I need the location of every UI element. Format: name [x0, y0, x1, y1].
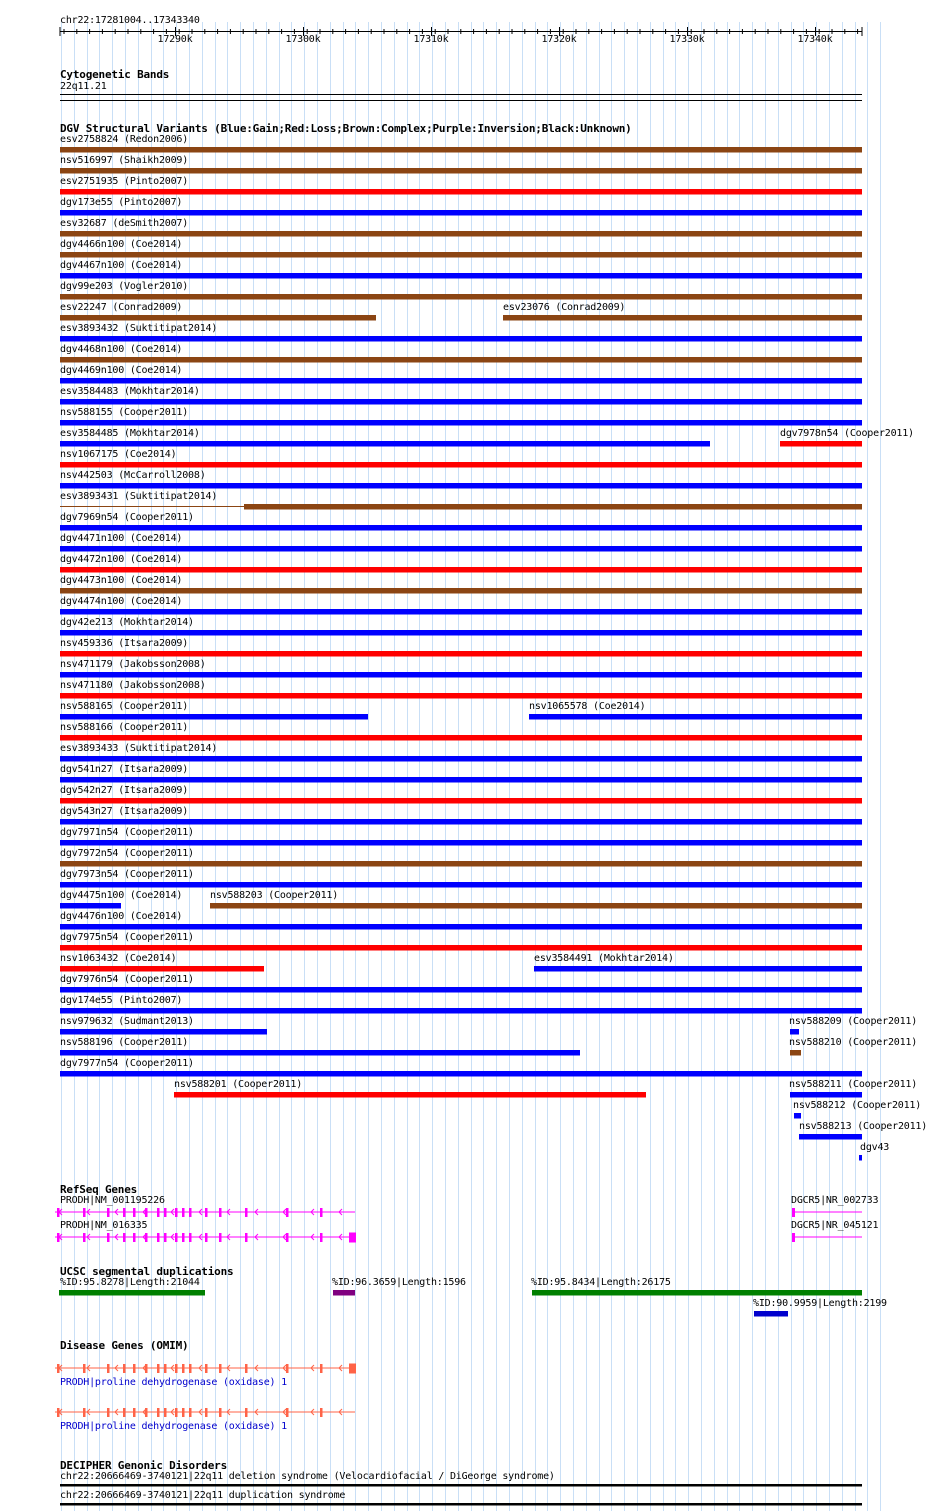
decipher-track-title: DECIPHER Genonic Disorders [60, 1459, 227, 1472]
decipher-item-label[interactable]: chr22:20666469-3740121|22q11 deletion syndrome (Velocardiofacial / DiGeorge syndrome) [60, 1471, 555, 1482]
ruler-tick-label: 17320k [541, 34, 577, 45]
ruler-tick-label: 17300k [285, 34, 321, 45]
dgv-variant-label[interactable]: nsv1063432 (Coe2014) [60, 953, 177, 964]
dgv-variant-label[interactable]: nsv1067175 (Coe2014) [60, 449, 177, 460]
dgv-variant-label[interactable]: nsv588203 (Cooper2011) [210, 890, 339, 901]
decipher-item-label[interactable]: chr22:20666469-3740121|22q11 duplication syndrome [60, 1490, 346, 1501]
dgv-variant-label[interactable]: nsv588210 (Cooper2011) [789, 1037, 918, 1048]
dgv-variant-label[interactable]: nsv588201 (Cooper2011) [174, 1079, 303, 1090]
ruler-tick-label: 17290k [157, 34, 193, 45]
dgv-variant-label[interactable]: dgv4475n100 (Coe2014) [60, 890, 183, 901]
omim-gene-label[interactable]: PRODH|proline dehydrogenase (oxidase) 1 [60, 1421, 287, 1432]
dgv-variant-label[interactable]: esv32687 (deSmith2007) [60, 218, 189, 229]
dgv-variant-label[interactable]: nsv442503 (McCarroll2008) [60, 470, 206, 481]
segdup-label[interactable]: %ID:95.8278|Length:21044 [60, 1277, 200, 1288]
dgv-variant-label[interactable]: nsv516997 (Shaikh2009) [60, 155, 189, 166]
dgv-variant-label[interactable]: dgv4469n100 (Coe2014) [60, 365, 183, 376]
refseq-track-title: RefSeq Genes [60, 1183, 138, 1196]
dgv-variant-label[interactable]: dgv4467n100 (Coe2014) [60, 260, 183, 271]
dgv-variant-label[interactable]: dgv4473n100 (Coe2014) [60, 575, 183, 586]
dgv-variant-label[interactable]: nsv588213 (Cooper2011) [799, 1121, 927, 1132]
dgv-variant-label[interactable]: dgv42e213 (Mokhtar2014) [60, 617, 194, 628]
refseq-gene-label[interactable]: DGCR5|NR_045121 [791, 1220, 879, 1231]
dgv-variant-label[interactable]: dgv542n27 (Itsara2009) [60, 785, 189, 796]
dgv-variant-label[interactable]: dgv174e55 (Pinto2007) [60, 995, 183, 1006]
dgv-variant-label[interactable]: esv3584485 (Mokhtar2014) [60, 428, 200, 439]
segdup-label[interactable]: %ID:90.9959|Length:2199 [753, 1298, 887, 1309]
dgv-variant-label[interactable]: dgv7975n54 (Cooper2011) [60, 932, 194, 943]
dgv-variant-label[interactable]: esv3584483 (Mokhtar2014) [60, 386, 200, 397]
dgv-variant-label[interactable]: nsv459336 (Itsara2009) [60, 638, 189, 649]
dgv-variant-label[interactable]: nsv471180 (Jakobsson2008) [60, 680, 206, 691]
dgv-variant-label[interactable]: dgv4468n100 (Coe2014) [60, 344, 183, 355]
dgv-variant-label[interactable]: dgv7971n54 (Cooper2011) [60, 827, 194, 838]
dgv-variant-label[interactable]: dgv4472n100 (Coe2014) [60, 554, 183, 565]
dgv-variant-label[interactable]: esv2758824 (Redon2006) [60, 134, 189, 145]
dgv-variant-label[interactable]: nsv979632 (Sudmant2013) [60, 1016, 194, 1027]
dgv-variant-label[interactable]: dgv43 [860, 1142, 890, 1153]
dgv-variant-label[interactable]: esv3893431 (Suktitipat2014) [60, 491, 218, 502]
cytoband-band-label[interactable]: 22q11.21 [60, 81, 107, 92]
dgv-variant-label[interactable]: dgv4471n100 (Coe2014) [60, 533, 183, 544]
segdup-track-title: UCSC segmental duplications [60, 1265, 234, 1278]
dgv-variant-label[interactable]: nsv1065578 (Coe2014) [529, 701, 646, 712]
dgv-variant-label[interactable]: esv22247 (Conrad2009) [60, 302, 183, 313]
dgv-variant-label[interactable]: dgv7976n54 (Cooper2011) [60, 974, 194, 985]
omim-gene-label[interactable]: PRODH|proline dehydrogenase (oxidase) 1 [60, 1377, 287, 1388]
dgv-variant-label[interactable]: esv3584491 (Mokhtar2014) [534, 953, 674, 964]
dgv-variant-label[interactable]: dgv7973n54 (Cooper2011) [60, 869, 194, 880]
refseq-gene-label[interactable]: PRODH|NM_001195226 [60, 1195, 165, 1206]
dgv-variant-label[interactable]: dgv173e55 (Pinto2007) [60, 197, 183, 208]
refseq-gene-label[interactable]: DGCR5|NR_002733 [791, 1195, 879, 1206]
cytoband-track-title: Cytogenetic Bands [60, 68, 170, 81]
dgv-variant-label[interactable]: dgv543n27 (Itsara2009) [60, 806, 189, 817]
dgv-variant-label[interactable]: esv3893432 (Suktitipat2014) [60, 323, 218, 334]
dgv-variant-label[interactable]: nsv588211 (Cooper2011) [789, 1079, 918, 1090]
dgv-variant-label[interactable]: esv23076 (Conrad2009) [503, 302, 626, 313]
dgv-variant-label[interactable]: nsv588212 (Cooper2011) [793, 1100, 922, 1111]
dgv-variant-label[interactable]: dgv4466n100 (Coe2014) [60, 239, 183, 250]
ruler-tick-label: 17330k [669, 34, 705, 45]
dgv-variant-label[interactable]: esv2751935 (Pinto2007) [60, 176, 189, 187]
dgv-track-title: DGV Structural Variants (Blue:Gain;Red:Loss;Brown:Complex;Purple:Inversion;Black:Unknown) [60, 122, 632, 135]
ruler-region-label: chr22:17281004..17343340 [60, 15, 200, 26]
omim-track-title: Disease Genes (OMIM) [60, 1339, 189, 1352]
dgv-variant-label[interactable]: nsv588155 (Cooper2011) [60, 407, 189, 418]
refseq-gene-label[interactable]: PRODH|NM_016335 [60, 1220, 148, 1231]
dgv-variant-label[interactable]: dgv7977n54 (Cooper2011) [60, 1058, 194, 1069]
dgv-variant-label[interactable]: nsv471179 (Jakobsson2008) [60, 659, 206, 670]
dgv-variant-label[interactable]: dgv541n27 (Itsara2009) [60, 764, 189, 775]
dgv-variant-label[interactable]: dgv4476n100 (Coe2014) [60, 911, 183, 922]
dgv-variant-label[interactable]: dgv7972n54 (Cooper2011) [60, 848, 194, 859]
dgv-variant-label[interactable]: esv3893433 (Suktitipat2014) [60, 743, 218, 754]
segdup-label[interactable]: %ID:96.3659|Length:1596 [332, 1277, 466, 1288]
ruler-tick-label: 17340k [797, 34, 833, 45]
dgv-variant-label[interactable]: dgv4474n100 (Coe2014) [60, 596, 183, 607]
ruler-tick-label: 17310k [413, 34, 449, 45]
dgv-variant-label[interactable]: dgv99e203 (Vogler2010) [60, 281, 189, 292]
dgv-variant-label[interactable]: dgv7978n54 (Cooper2011) [780, 428, 914, 439]
segdup-label[interactable]: %ID:95.8434|Length:26175 [531, 1277, 671, 1288]
dgv-variant-label[interactable]: nsv588196 (Cooper2011) [60, 1037, 189, 1048]
dgv-variant-label[interactable]: dgv7969n54 (Cooper2011) [60, 512, 194, 523]
dgv-variant-label[interactable]: nsv588165 (Cooper2011) [60, 701, 189, 712]
dgv-variant-label[interactable]: nsv588166 (Cooper2011) [60, 722, 189, 733]
dgv-variant-label[interactable]: nsv588209 (Cooper2011) [789, 1016, 918, 1027]
